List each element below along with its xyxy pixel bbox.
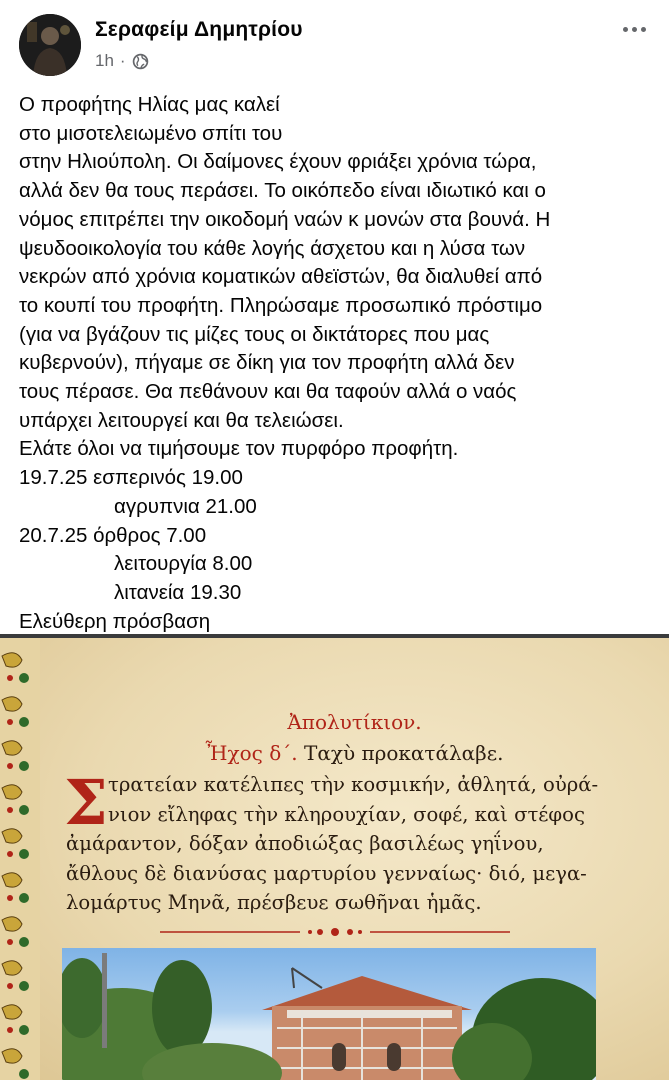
post-text [19,91,659,636]
post-text-line: (για να βγάζουν τις μίζες τους οι δικτάτορες που μας [19,322,490,346]
ornament-divider [160,925,510,939]
more-dot [641,27,646,32]
hymn-line: τρατείαν κατέλιπες τὴν κοσμικήν, ἀθλητά, οὐρά- [108,773,599,796]
post-image[interactable] [0,638,669,1080]
schedule-line: λιτανεία 19.30 [114,580,242,604]
hymn-line: ἄθλους δὲ διανύσας μαρτυρίου γενναίως· διό, μεγα- [66,861,587,885]
church-photo [62,948,596,1080]
post-text-line: Ο προφήτης Ηλίας μας καλεί [19,93,280,116]
hymn-text [64,766,602,918]
hymn-line: λομάρτυς Μηνᾶ, πρέσβευε σωθῆναι ἡμᾶς. [66,891,482,914]
schedule-line: αγρυπνια 21.00 [114,494,257,518]
hymn-dropcap: Σ [64,766,108,839]
hymn-line: ἀμάραντον, δόξαν ἀποδιώξας βασιλέως γηΐνου, [66,832,544,855]
post-text-line: το κουπί του προφήτη. Πληρώσαμε προσωπικό πρόστιμο [19,293,543,317]
hymn-line: νιον εἴληφας τὴν κληρουχίαν, σοφέ, καὶ στέφος [108,802,585,826]
post-text-line: υπάρχει λειτουργεί και θα τελειώσει. [19,408,344,432]
closing-line: Ελεύθερη πρόσβαση [19,609,211,633]
post-text-line: νόμος επιτρέπει την οικοδομή ναών κ μονών στα βουνά. Η [19,207,551,231]
more-options-icon[interactable] [619,20,649,38]
meta-separator: · [119,51,126,70]
more-dot [632,27,637,32]
post-text-line: Ελάτε όλοι να τιμήσουμε τον πυρφόρο προφήτη. [19,437,459,461]
schedule-line: 19.7.25 εσπερινός 19.00 [19,466,243,490]
post-text-line: νεκρών από χρόνια κοματικών αθεϊστών, θα διαλυθεί από [19,265,543,289]
post-text-line: στο μισοτελειωμένο σπίτι του [19,121,283,145]
hymn-mode-melody: Ταχὺ προκατάλαβε. [303,741,504,765]
hymn-mode-label: Ἦχος δ΄. [205,741,298,765]
more-dot [623,27,628,32]
post-text-line: κυβερνούν), πήγαμε σε δίκη για τον προφήτη αλλά δεν [19,351,515,375]
author-name[interactable]: Σεραφείμ Δημητρίου [95,18,303,41]
schedule-line: 20.7.25 όρθρος 7.00 [19,523,207,547]
hymn-title: Ἀπολυτίκιον. [287,710,422,734]
post-text-line: τους πέρασε. Θα πεθάνουν και θα ταφούν αλλά ο ναός [19,380,517,404]
globe-icon[interactable] [132,53,149,70]
avatar-image [19,14,81,76]
post-time[interactable]: 1h [95,51,114,70]
ornamental-border [0,638,40,1080]
post-text-line: στην Ηλιούπολη. Οι δαίμονες έχουν φριάξει χρόνια τώρα, [19,150,537,174]
hymn-mode [0,741,669,765]
post-text-line: αλλά δεν θα τους περάσει. Το οικόπεδο είναι ιδιωτικό και ο [19,179,546,203]
avatar[interactable] [19,14,81,76]
post-meta [95,51,149,71]
schedule-line: λειτουργία 8.00 [114,552,253,576]
church-photo-image [62,948,596,1080]
post-text-line: ψευδοοικολογία του κάθε λογής άσχετου και η λύσα των [19,236,526,260]
post-header [0,0,669,86]
